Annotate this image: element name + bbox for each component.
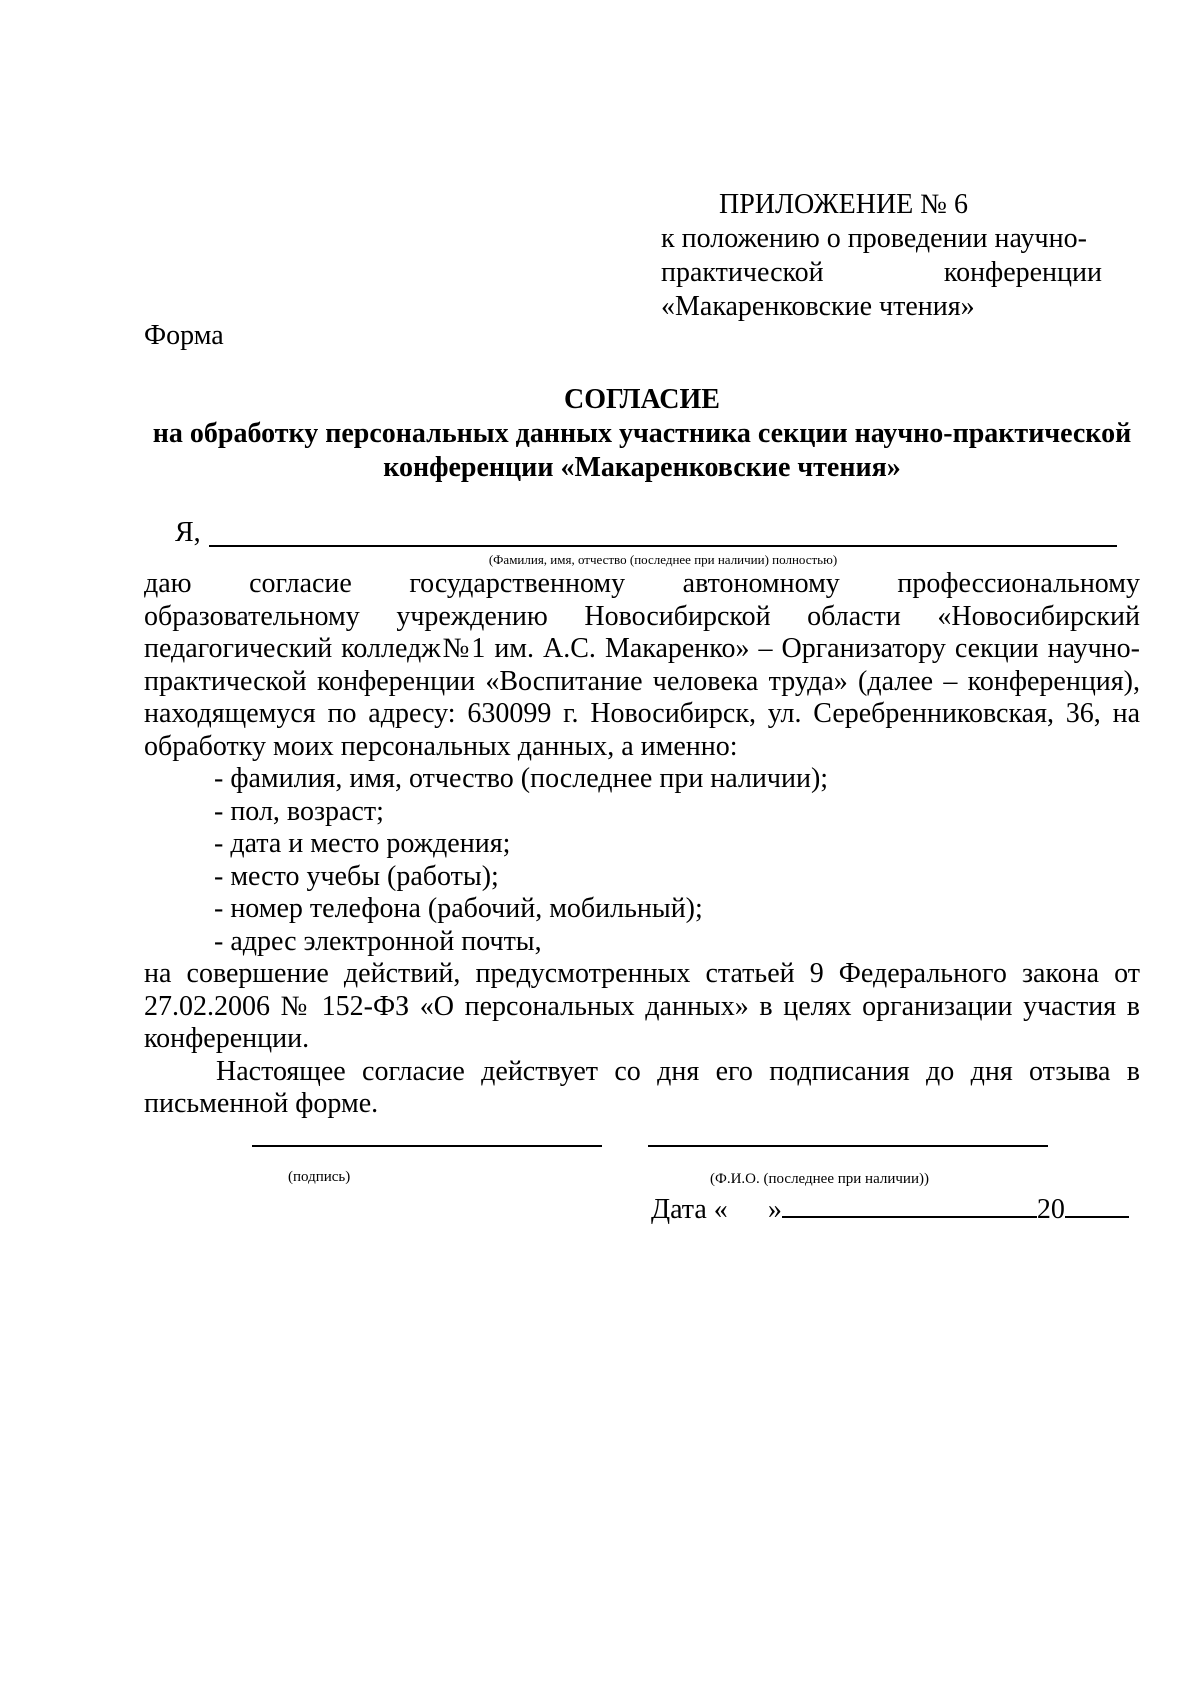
list-item: - фамилия, имя, отчество (последнее при наличии);	[214, 763, 829, 794]
date-close-quote: »	[767, 1194, 782, 1225]
date-label: Дата «	[651, 1194, 728, 1225]
fio-signature-caption: (Ф.И.О. (последнее при наличии))	[710, 1171, 929, 1187]
date-year-line[interactable]	[1065, 1188, 1129, 1218]
personal-data-list	[144, 763, 1140, 958]
fio-signature-line[interactable]	[648, 1145, 1048, 1147]
appendix-header	[661, 188, 1102, 324]
title-main: СОГЛАСИЕ	[564, 384, 720, 415]
appendix-line-2: практической конференции	[661, 257, 1102, 288]
signature-line[interactable]	[252, 1145, 602, 1147]
fio-caption: (Фамилия, имя, отчество (последнее при наличии) полностью)	[488, 552, 838, 567]
title-sub-2: конференции «Макаренковские чтения»	[383, 452, 901, 483]
signature-caption: (подпись)	[288, 1169, 351, 1185]
document-title	[144, 383, 1140, 485]
date-month-line[interactable]	[782, 1188, 1037, 1218]
list-item: - адрес электронной почты,	[214, 925, 542, 957]
consent-intro: даю согласие государственному автономному профессиональному образовательному учреждению Новосибирской области «Новосибирский педагогический колледж№1 им. А.С. Макаренко» – Организатору секции научно-практической конференции «Воспитание человека труда» (далее – конференция), находящемуся по адресу: 630099 г. Новосибирск, ул. Серебренниковская, 36, на обработку моих персональных данных, а именно:	[144, 568, 1140, 762]
title-sub-1: на обработку персональных данных участника секции научно-практической	[152, 418, 1132, 449]
list-item: - пол, возраст;	[214, 795, 384, 827]
consent-purpose: на совершение действий, предусмотренных статьей 9 Федерального закона от 27.02.2006 № 152-ФЗ «О персональных данных» в целях организации участия в конференции.	[144, 958, 1140, 1054]
fio-input-line[interactable]	[209, 545, 1117, 547]
consent-validity: Настоящее согласие действует со дня его подписания до дня отзыва в письменной форме.	[144, 1055, 1140, 1119]
list-item: - место учебы (работы);	[214, 860, 499, 892]
appendix-title: ПРИЛОЖЕНИЕ № 6	[719, 189, 968, 220]
form-label: Форма	[144, 320, 224, 351]
appendix-line-3: «Макаренковские чтения»	[661, 291, 975, 322]
date-row	[651, 1188, 1129, 1227]
appendix-line-1: к положению о проведении научно-	[661, 223, 1087, 254]
list-item: - дата и место рождения;	[214, 828, 511, 859]
year-prefix: 20	[1036, 1194, 1065, 1225]
consent-body	[144, 568, 1140, 1121]
ya-label: Я,	[175, 517, 201, 548]
list-item: - номер телефона (рабочий, мобильный);	[214, 893, 703, 924]
